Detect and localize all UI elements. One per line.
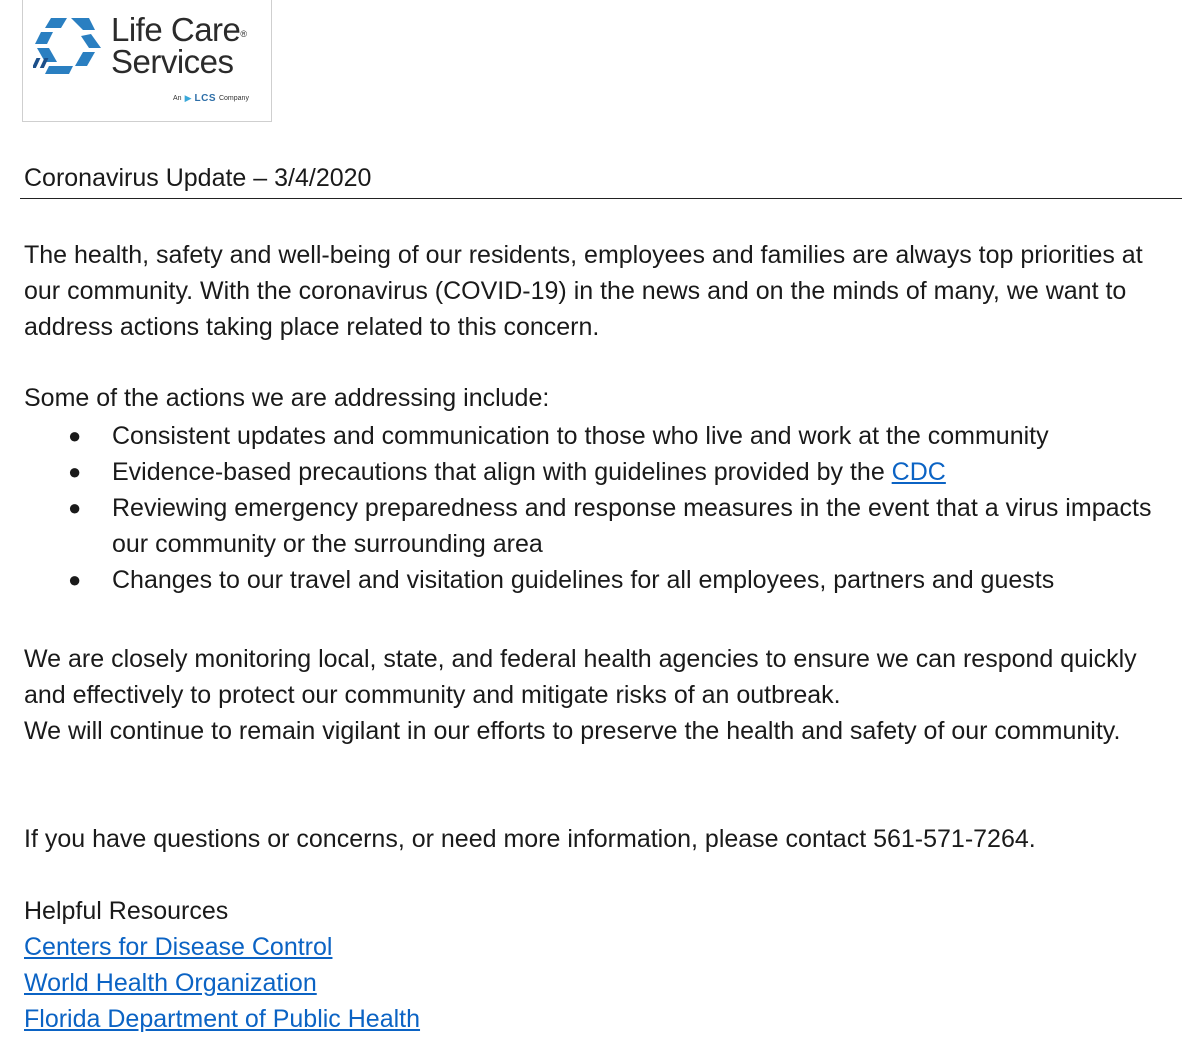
list-item-text: Reviewing emergency preparedness and response measures in the event that a virus impacts our community or the surrounding area xyxy=(112,494,1152,558)
page-title: Coronavirus Update – 3/4/2020 xyxy=(24,164,372,192)
arrow-icon: ▶ xyxy=(184,93,192,103)
logo-line-2: Services xyxy=(111,43,234,80)
list-item xyxy=(24,562,1174,598)
logo-wordmark xyxy=(111,11,247,80)
bullet-icon: ● xyxy=(68,423,82,448)
list-item xyxy=(24,418,1174,454)
list-item xyxy=(24,490,1174,562)
list-item xyxy=(24,454,1174,490)
logo-sub-prefix: An xyxy=(173,95,182,102)
list-item-text: Consistent updates and communication to those who live and work at the community xyxy=(112,422,1049,450)
link-cdc[interactable]: Centers for Disease Control xyxy=(24,933,333,961)
logo-line-1: Life Care xyxy=(111,11,241,48)
logo-registered-mark: ® xyxy=(240,29,247,39)
life-care-services-logo-icon xyxy=(33,14,103,76)
vigilant-paragraph: We will continue to remain vigilant in our efforts to preserve the health and safety of our community. xyxy=(24,717,1121,745)
intro-paragraph: The health, safety and well-being of our residents, employees and families are always top priorities at our community. With the coronavirus (COVID-19) in the news and on the minds of many, we want to address actions taking place related to this concern. xyxy=(24,241,1143,341)
logo-sub-brand: LCS xyxy=(194,93,216,104)
logo-subtitle xyxy=(173,93,249,104)
cdc-link[interactable]: CDC xyxy=(891,458,946,486)
actions-list xyxy=(24,418,1174,598)
list-item-text: Evidence-based precautions that align with guidelines provided by the xyxy=(112,458,892,486)
link-florida-health[interactable]: Florida Department of Public Health xyxy=(24,1005,421,1033)
contact-paragraph: If you have questions or concerns, or need more information, please contact 561-571-7264. xyxy=(24,825,1036,853)
actions-intro: Some of the actions we are addressing include: xyxy=(24,384,550,412)
monitoring-paragraph: We are closely monitoring local, state, and federal health agencies to ensure we can respond quickly and effectively to protect our community and mitigate risks of an outbreak. xyxy=(24,645,1137,709)
bullet-icon: ● xyxy=(68,567,82,592)
title-divider xyxy=(20,198,1182,199)
logo-sub-suffix: Company xyxy=(218,95,249,102)
list-item-text: Changes to our travel and visitation guidelines for all employees, partners and guests xyxy=(112,566,1055,594)
resources-heading: Helpful Resources xyxy=(24,897,229,925)
monitoring-block xyxy=(24,641,1174,749)
resources-section xyxy=(24,893,420,1037)
bullet-icon: ● xyxy=(68,495,82,520)
bullet-icon: ● xyxy=(68,459,82,484)
logo xyxy=(22,0,272,122)
link-who[interactable]: World Health Organization xyxy=(24,969,317,997)
